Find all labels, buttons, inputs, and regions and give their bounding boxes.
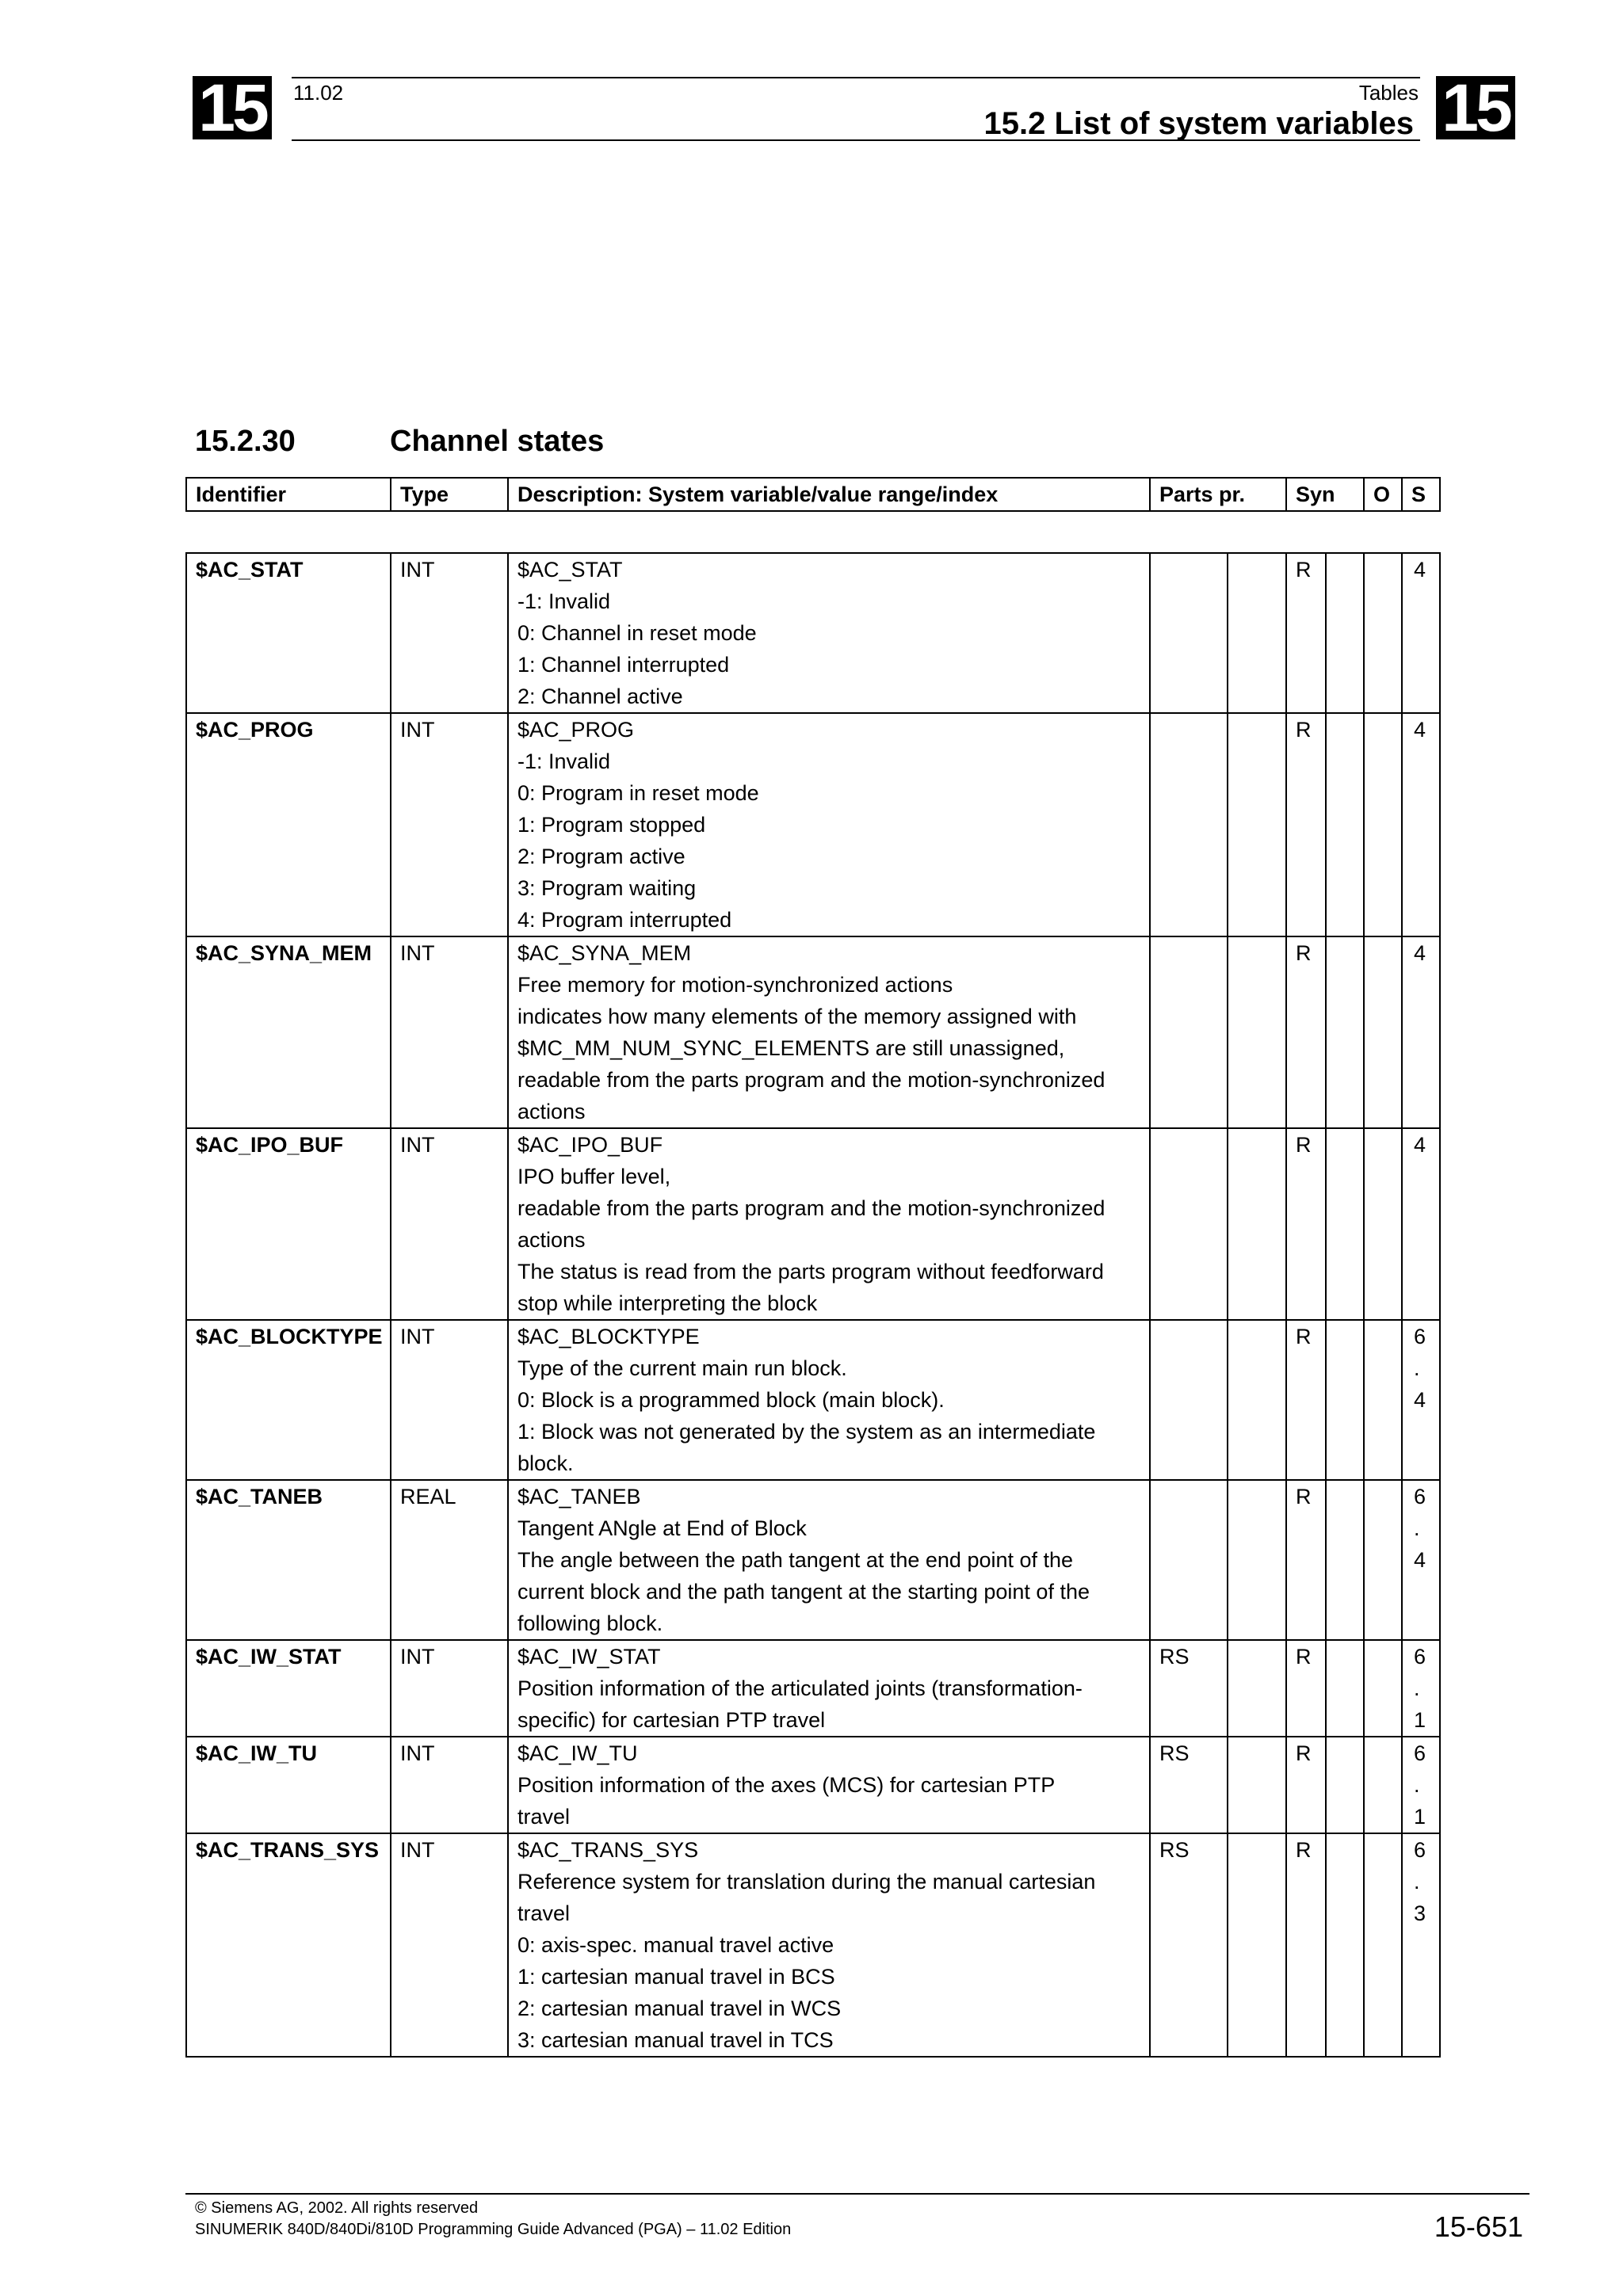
table-row (186, 936, 1440, 1128)
o-cell (1364, 1640, 1402, 1737)
syn-blank-cell (1326, 1640, 1364, 1737)
description-cell (508, 1833, 1150, 2057)
system-variables-table (185, 552, 1441, 2058)
s-value-line: 4 (1414, 1388, 1426, 1412)
page-number: 15-651 (1434, 2210, 1523, 2243)
identifier-cell: $AC_BLOCKTYPE (186, 1320, 391, 1480)
header-category: Tables (1358, 81, 1419, 105)
description-line: $AC_SYNA_MEM (517, 941, 692, 965)
syn-blank-cell (1326, 1737, 1364, 1833)
type-cell: INT (391, 1833, 508, 2057)
o-cell (1364, 1128, 1402, 1320)
description-line: -1: Invalid (517, 589, 611, 613)
syn-cell: R (1286, 936, 1326, 1128)
identifier-cell: $AC_IW_TU (186, 1737, 391, 1833)
description-line: $AC_STAT (517, 558, 623, 582)
description-line: 0: axis-spec. manual travel active (517, 1933, 834, 1957)
description-cell (508, 1320, 1150, 1480)
description-line: Position information of the articulated joints (transformation- (517, 1676, 1083, 1700)
description-line: stop while interpreting the block (517, 1291, 818, 1315)
table-row (186, 1128, 1440, 1320)
description-line: travel (517, 1901, 571, 1925)
type-cell: REAL (391, 1480, 508, 1640)
description-line: indicates how many elements of the memory assigned with (517, 1005, 1077, 1028)
s-value-line: 4 (1414, 1133, 1426, 1157)
description-line: $AC_IW_STAT (517, 1645, 661, 1669)
parts-cell (1150, 1480, 1228, 1640)
description-line: readable from the parts program and the motion-synchronized (517, 1068, 1106, 1092)
footer-rule (185, 2193, 1529, 2195)
s-cell (1402, 1480, 1440, 1640)
type-cell: INT (391, 936, 508, 1128)
column-header-table (185, 477, 1441, 512)
description-line: 1: Block was not generated by the system as an intermediate (517, 1420, 1096, 1444)
parts-blank-cell (1228, 936, 1286, 1128)
table-row (186, 1480, 1440, 1640)
col-header-o: O (1364, 478, 1402, 511)
description-line: IPO buffer level, (517, 1165, 671, 1188)
s-value-line: . (1414, 1516, 1420, 1540)
col-header-syn: Syn (1286, 478, 1364, 511)
col-header-description: Description: System variable/value range/index (508, 478, 1150, 511)
o-cell (1364, 1737, 1402, 1833)
description-line: 1: Channel interrupted (517, 653, 730, 677)
description-line: 2: Channel active (517, 685, 683, 708)
syn-cell: R (1286, 713, 1326, 936)
description-line: Free memory for motion-synchronized actions (517, 973, 953, 997)
type-cell: INT (391, 1737, 508, 1833)
syn-cell: R (1286, 1640, 1326, 1737)
syn-cell: R (1286, 1480, 1326, 1640)
description-line: $AC_IW_TU (517, 1741, 638, 1765)
o-cell (1364, 1833, 1402, 2057)
col-header-parts: Parts pr. (1150, 478, 1286, 511)
type-cell: INT (391, 553, 508, 713)
syn-cell: R (1286, 1737, 1326, 1833)
identifier-cell: $AC_TRANS_SYS (186, 1833, 391, 2057)
syn-blank-cell (1326, 553, 1364, 713)
footer-document-title: SINUMERIK 840D/840Di/810D Programming Guide Advanced (PGA) – 11.02 Edition (195, 2221, 792, 2238)
syn-blank-cell (1326, 936, 1364, 1128)
description-line: 1: cartesian manual travel in BCS (517, 1965, 835, 1989)
parts-blank-cell (1228, 1737, 1286, 1833)
o-cell (1364, 936, 1402, 1128)
parts-cell: RS (1150, 1737, 1228, 1833)
identifier-cell: $AC_SYNA_MEM (186, 936, 391, 1128)
description-line: readable from the parts program and the motion-synchronized (517, 1196, 1106, 1220)
table-body (186, 553, 1440, 2057)
description-line: 1: Program stopped (517, 813, 706, 837)
table-row (186, 1737, 1440, 1833)
s-value-line: 3 (1414, 1901, 1426, 1925)
header-rule-top (292, 77, 1420, 78)
parts-cell (1150, 1128, 1228, 1320)
description-line: 2: Program active (517, 845, 685, 868)
identifier-cell: $AC_IW_STAT (186, 1640, 391, 1737)
type-cell: INT (391, 713, 508, 936)
description-line: Type of the current main run block. (517, 1356, 847, 1380)
table-row (186, 553, 1440, 713)
s-value-line: . (1414, 1773, 1420, 1797)
description-line: 0: Channel in reset mode (517, 621, 757, 645)
description-line: The angle between the path tangent at the end point of the (517, 1548, 1074, 1572)
parts-blank-cell (1228, 1320, 1286, 1480)
description-line: 0: Program in reset mode (517, 781, 759, 805)
description-cell (508, 1128, 1150, 1320)
s-value-line: 6 (1414, 1645, 1426, 1669)
type-cell: INT (391, 1640, 508, 1737)
description-line: current block and the path tangent at the starting point of the (517, 1580, 1090, 1604)
description-cell (508, 713, 1150, 936)
s-cell (1402, 1833, 1440, 2057)
identifier-cell: $AC_STAT (186, 553, 391, 713)
s-cell (1402, 713, 1440, 936)
col-header-identifier: Identifier (186, 478, 391, 511)
s-cell (1402, 553, 1440, 713)
header-section-title: 15.2 List of system variables (983, 106, 1414, 141)
parts-blank-cell (1228, 1640, 1286, 1737)
syn-cell: R (1286, 1320, 1326, 1480)
description-line: following block. (517, 1611, 663, 1635)
description-line: Reference system for translation during the manual cartesian (517, 1870, 1096, 1894)
s-value-line: 4 (1414, 558, 1426, 582)
s-value-line: 6 (1414, 1325, 1426, 1348)
syn-cell: R (1286, 1128, 1326, 1320)
header-row (186, 478, 1440, 511)
table-row (186, 1320, 1440, 1480)
syn-blank-cell (1326, 1833, 1364, 2057)
description-line: $AC_BLOCKTYPE (517, 1325, 700, 1348)
s-value-line: . (1414, 1870, 1420, 1894)
s-value-line: 4 (1414, 941, 1426, 965)
description-line: $AC_PROG (517, 718, 635, 742)
description-cell (508, 1480, 1150, 1640)
description-line: $MC_MM_NUM_SYNC_ELEMENTS are still unassigned, (517, 1036, 1065, 1060)
syn-blank-cell (1326, 1320, 1364, 1480)
parts-blank-cell (1228, 1128, 1286, 1320)
o-cell (1364, 1480, 1402, 1640)
description-line: 4: Program interrupted (517, 908, 732, 932)
syn-cell: R (1286, 1833, 1326, 2057)
description-line: Position information of the axes (MCS) for cartesian PTP (517, 1773, 1056, 1797)
description-line: 0: Block is a programmed block (main block). (517, 1388, 945, 1412)
syn-cell: R (1286, 553, 1326, 713)
table-row (186, 713, 1440, 936)
section-number: 15.2.30 (195, 425, 296, 458)
identifier-cell: $AC_IPO_BUF (186, 1128, 391, 1320)
s-value-line: . (1414, 1356, 1420, 1380)
description-cell (508, 553, 1150, 713)
header-date: 11.02 (293, 81, 344, 105)
description-line: $AC_TRANS_SYS (517, 1838, 699, 1862)
parts-cell (1150, 936, 1228, 1128)
s-cell (1402, 1128, 1440, 1320)
section-title: Channel states (390, 425, 605, 458)
parts-blank-cell (1228, 553, 1286, 713)
description-line: actions (517, 1100, 586, 1123)
s-cell (1402, 1737, 1440, 1833)
syn-blank-cell (1326, 713, 1364, 936)
description-cell (508, 1737, 1150, 1833)
s-value-line: 6 (1414, 1485, 1426, 1508)
s-cell (1402, 1640, 1440, 1737)
description-cell (508, 936, 1150, 1128)
identifier-cell: $AC_PROG (186, 713, 391, 936)
s-cell (1402, 936, 1440, 1128)
col-header-type: Type (391, 478, 508, 511)
description-line: 3: Program waiting (517, 876, 697, 900)
description-line: block. (517, 1451, 574, 1475)
parts-blank-cell (1228, 713, 1286, 936)
col-header-s: S (1402, 478, 1440, 511)
o-cell (1364, 1320, 1402, 1480)
parts-blank-cell (1228, 1833, 1286, 2057)
s-value-line: 1 (1414, 1708, 1426, 1732)
description-line: $AC_TANEB (517, 1485, 641, 1508)
description-line: 2: cartesian manual travel in WCS (517, 1997, 842, 2020)
description-line: actions (517, 1228, 586, 1252)
table-row (186, 1833, 1440, 2057)
parts-cell (1150, 553, 1228, 713)
syn-blank-cell (1326, 1480, 1364, 1640)
identifier-cell: $AC_TANEB (186, 1480, 391, 1640)
o-cell (1364, 713, 1402, 936)
description-line: Tangent ANgle at End of Block (517, 1516, 807, 1540)
s-cell (1402, 1320, 1440, 1480)
type-cell: INT (391, 1320, 508, 1480)
o-cell (1364, 553, 1402, 713)
description-line: specific) for cartesian PTP travel (517, 1708, 826, 1732)
parts-cell (1150, 1320, 1228, 1480)
s-value-line: . (1414, 1676, 1420, 1700)
parts-cell: RS (1150, 1833, 1228, 2057)
type-cell: INT (391, 1128, 508, 1320)
chapter-badge-left: 15 (193, 76, 272, 139)
parts-cell: RS (1150, 1640, 1228, 1737)
table-row (186, 1640, 1440, 1737)
description-line: travel (517, 1805, 571, 1829)
s-value-line: 4 (1414, 1548, 1426, 1572)
footer-copyright: © Siemens AG, 2002. All rights reserved (195, 2199, 479, 2217)
description-line: 3: cartesian manual travel in TCS (517, 2028, 834, 2052)
parts-cell (1150, 713, 1228, 936)
description-line: The status is read from the parts program without feedforward (517, 1260, 1104, 1283)
description-line: -1: Invalid (517, 749, 611, 773)
s-value-line: 6 (1414, 1741, 1426, 1765)
chapter-badge-right: 15 (1436, 76, 1515, 139)
parts-blank-cell (1228, 1480, 1286, 1640)
s-value-line: 6 (1414, 1838, 1426, 1862)
description-cell (508, 1640, 1150, 1737)
s-value-line: 1 (1414, 1805, 1426, 1829)
s-value-line: 4 (1414, 718, 1426, 742)
description-line: $AC_IPO_BUF (517, 1133, 663, 1157)
syn-blank-cell (1326, 1128, 1364, 1320)
